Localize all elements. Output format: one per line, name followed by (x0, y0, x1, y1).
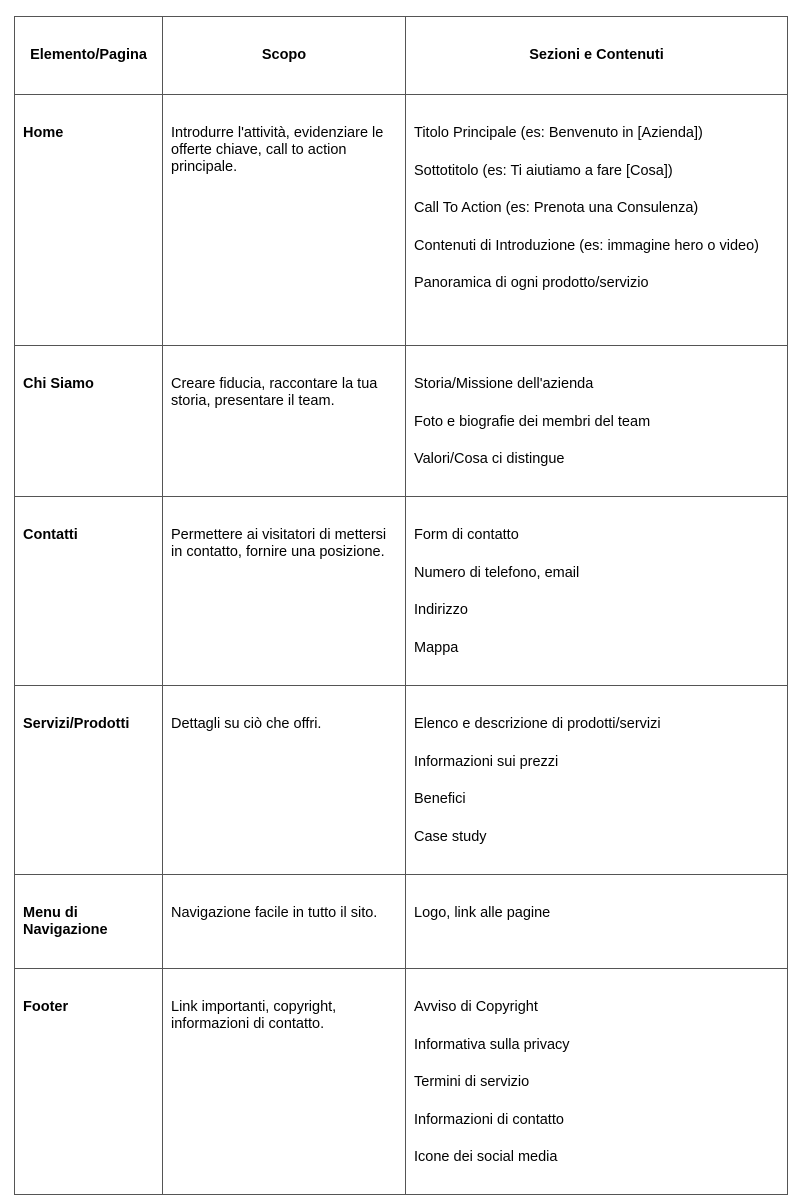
row-purpose: Dettagli su ciò che offri. (171, 716, 322, 732)
row-contents-cell (406, 875, 788, 969)
row-name-cell (15, 95, 163, 346)
list-item: Informazioni sui prezzi (414, 753, 559, 770)
contents-list (414, 527, 779, 657)
row-purpose-cell (163, 346, 406, 497)
contents-list (414, 999, 779, 1166)
table-row (15, 95, 788, 346)
row-purpose: Navigazione facile in tutto il sito. (171, 905, 378, 921)
table-row (15, 346, 788, 497)
list-item: Form di contatto (414, 527, 519, 543)
row-name-cell (15, 497, 163, 686)
row-contents-cell (406, 497, 788, 686)
row-contents-cell (406, 346, 788, 497)
row-purpose-cell (163, 686, 406, 875)
row-purpose-cell (163, 875, 406, 969)
header-purpose: Scopo (163, 17, 406, 95)
row-purpose: Creare fiducia, raccontare la tua storia, presentare il team. (171, 376, 378, 409)
list-item: Elenco e descrizione di prodotti/servizi (414, 716, 661, 732)
contents-list (414, 716, 779, 846)
table-row (15, 969, 788, 1195)
row-name-cell (15, 969, 163, 1195)
row-name: Contatti (23, 527, 78, 543)
row-name-cell (15, 346, 163, 497)
table-row (15, 875, 788, 969)
list-item: Sottotitolo (es: Ti aiutiamo a fare [Cosa]) (414, 162, 673, 179)
row-name: Chi Siamo (23, 376, 94, 392)
list-item: Benefici (414, 791, 466, 807)
contents-list (414, 125, 779, 292)
table-header-row (15, 17, 788, 95)
list-item: Numero di telefono, email (414, 564, 580, 581)
header-element-page: Elemento/Pagina (15, 17, 163, 95)
list-item: Termini di servizio (414, 1074, 530, 1090)
row-contents-cell (406, 95, 788, 346)
list-item: Mappa (414, 639, 459, 656)
row-purpose: Permettere ai visitatori di mettersi in contatto, fornire una posizione. (171, 527, 387, 560)
header-sections-contents: Sezioni e Contenuti (406, 17, 788, 95)
list-item: Avviso di Copyright (414, 999, 538, 1015)
row-contents-cell (406, 969, 788, 1195)
row-name-cell (15, 875, 163, 969)
row-name-cell (15, 686, 163, 875)
row-purpose-cell (163, 969, 406, 1195)
row-name: Menu di Navigazione (23, 905, 108, 938)
list-item: Panoramica di ogni prodotto/servizio (414, 275, 649, 291)
list-item: Informativa sulla privacy (414, 1036, 570, 1053)
site-structure-table (14, 16, 788, 1195)
table-row (15, 686, 788, 875)
list-item: Informazioni di contatto (414, 1111, 564, 1128)
list-item: Icone dei social media (414, 1149, 558, 1165)
row-purpose: Introdurre l'attività, evidenziare le offerte chiave, call to action principale. (171, 125, 384, 175)
row-purpose: Link importanti, copyright, informazioni di contatto. (171, 999, 337, 1032)
list-item: Logo, link alle pagine (414, 905, 551, 921)
list-item: Foto e biografie dei membri del team (414, 413, 651, 430)
list-item: Contenuti di Introduzione (es: immagine hero o video) (414, 237, 759, 254)
list-item: Storia/Missione dell'azienda (414, 376, 594, 392)
row-purpose-cell (163, 95, 406, 346)
row-contents-cell (406, 686, 788, 875)
row-name: Servizi/Prodotti (23, 716, 130, 732)
row-purpose-cell (163, 497, 406, 686)
list-item: Case study (414, 828, 487, 845)
list-item: Titolo Principale (es: Benvenuto in [Azienda]) (414, 125, 703, 141)
list-item: Call To Action (es: Prenota una Consulenza) (414, 200, 699, 216)
contents-list (414, 905, 779, 922)
row-name: Footer (23, 999, 69, 1015)
list-item: Indirizzo (414, 602, 468, 618)
table-row (15, 497, 788, 686)
row-name: Home (23, 125, 64, 141)
contents-list (414, 376, 779, 468)
list-item: Valori/Cosa ci distingue (414, 451, 565, 467)
